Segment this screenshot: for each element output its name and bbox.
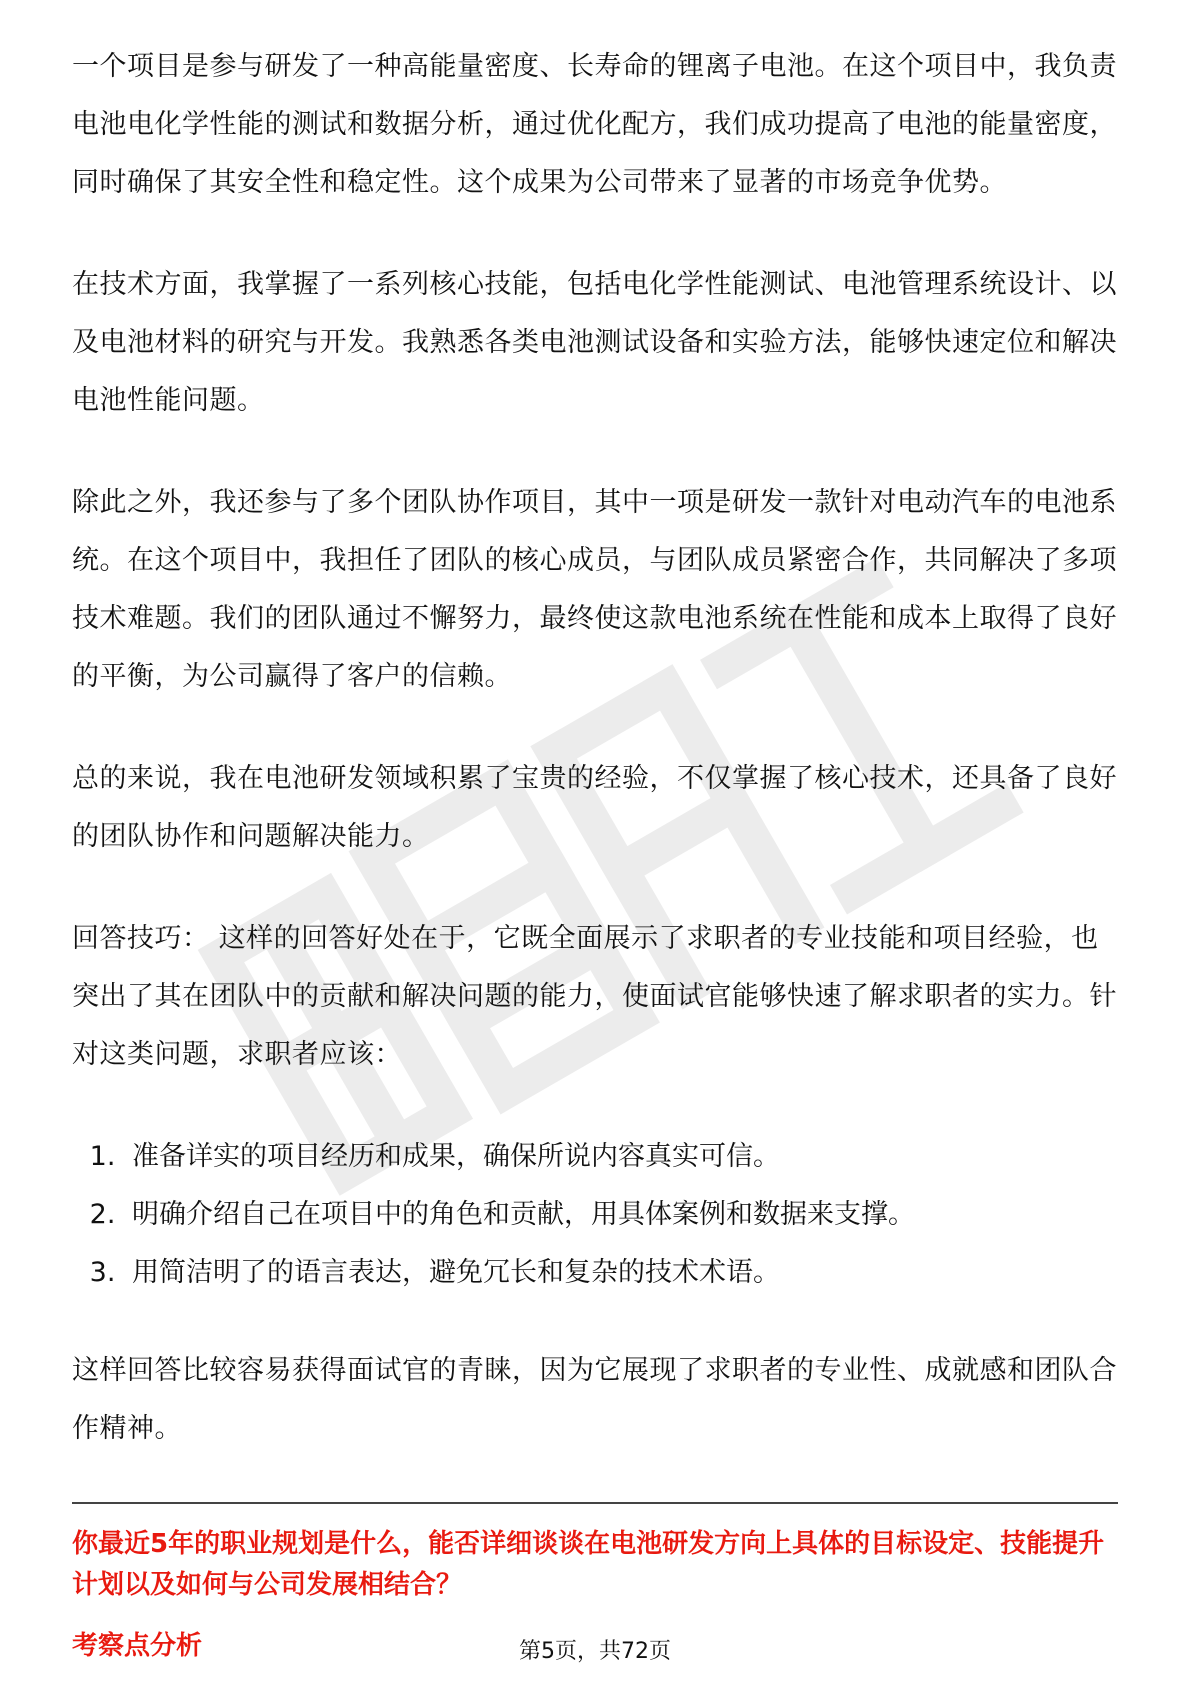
- page-number-footer: 第5页，共72页: [519, 1639, 671, 1664]
- paragraph-technical-skills: 在技术方面，我掌握了一系列核心技能，包括电化学性能测试、电池管理系统设计、以及电池材料的研究与开发。我熟悉各类电池测试设备和实验方法，能够快速定位和解决电池性能问题。: [72, 269, 1117, 416]
- paragraph-answer-tips: 回答技巧： 这样的回答好处在于，它既全面展示了求职者的专业技能和项目经验，也突出了其在团队中的贡献和解决问题的能力，使面试官能够快速了解求职者的实力。针对这类问题，求职者应该：: [72, 923, 1117, 1070]
- section-divider: [72, 1502, 1118, 1504]
- paragraph-summary: 总的来说，我在电池研发领域积累了宝贵的经验，不仅掌握了核心技术，还具备了良好的团队协作和问题解决能力。: [72, 763, 1117, 852]
- section-heading-analysis: 考察点分析: [72, 1631, 203, 1661]
- list-item: 3. 用简洁明了的语言表达，避免冗长和复杂的技术术语。: [124, 1244, 1118, 1302]
- list-item: 2. 明确介绍自己在项目中的角色和贡献，用具体案例和数据来支撑。: [124, 1186, 1118, 1244]
- list-item: 1. 准备详实的项目经历和成果，确保所说内容真实可信。: [124, 1128, 1118, 1186]
- paragraph-team-collaboration: 除此之外，我还参与了多个团队协作项目，其中一项是研发一款针对电动汽车的电池系统。在这个项目中，我担任了团队的核心成员，与团队成员紧密合作，共同解决了多项技术难题。我们的团队通过不懈努力，最终使这款电池系统在性能和成本上取得了良好的平衡，为公司赢得了客户的信赖。: [72, 487, 1117, 692]
- next-question-heading: 你最近5年的职业规划是什么，能否详细谈谈在电池研发方向上具体的目标设定、技能提升计划以及如何与公司发展相结合？: [72, 1529, 1105, 1600]
- paragraph-closing: 这样回答比较容易获得面试官的青睐，因为它展现了求职者的专业性、成就感和团队合作精神。: [72, 1355, 1117, 1444]
- document-body: [72, 38, 1118, 1667]
- paragraph-project-experience: 一个项目是参与研发了一种高能量密度、长寿命的锂离子电池。在这个项目中，我负责电池电化学性能的测试和数据分析，通过优化配方，我们成功提高了电池的能量密度，同时确保了其安全性和稳定性。这个成果为公司带来了显著的市场竞争优势。: [72, 51, 1117, 198]
- tips-list: [72, 1128, 1118, 1302]
